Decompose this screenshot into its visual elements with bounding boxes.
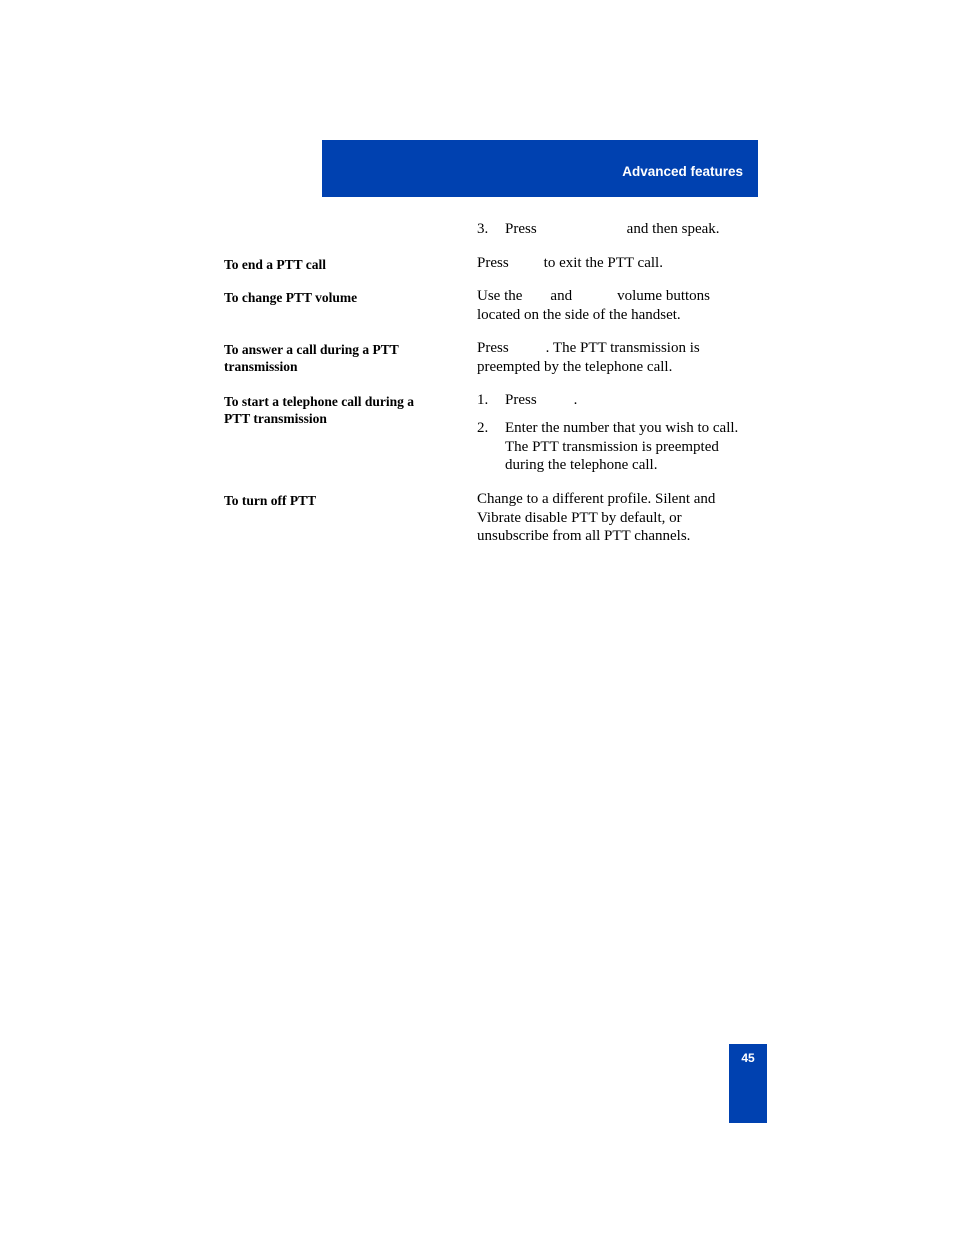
answer-call-label xyxy=(224,341,439,375)
step-text xyxy=(505,419,762,475)
change-volume-line1 xyxy=(477,287,762,306)
turn-off-text xyxy=(477,490,762,546)
turn-off-label: To turn off PTT xyxy=(224,493,317,508)
change-volume-label: To change PTT volume xyxy=(224,290,358,305)
step2-line3: during the telephone call. xyxy=(505,457,658,473)
press-word: Press xyxy=(505,221,537,237)
step-text xyxy=(505,391,762,410)
answer-call-label-line2: transmission xyxy=(224,359,298,374)
step2-line2: The PTT transmission is preempted xyxy=(505,438,719,455)
press-word: Press xyxy=(477,340,509,356)
answer-call-line2: preempted by the telephone call. xyxy=(477,358,673,375)
answer-call-rest: . The PTT transmission is xyxy=(545,340,700,356)
change-volume-text xyxy=(477,287,762,324)
start-call-label-line2: PTT transmission xyxy=(224,411,327,426)
end-call-text xyxy=(477,254,762,273)
change-volume-line2: located on the side of the handset. xyxy=(477,306,681,323)
start-call-label xyxy=(224,393,439,427)
end-call-rest: to exit the PTT call. xyxy=(543,255,663,271)
step-number: 3. xyxy=(477,221,489,237)
step-number: 2. xyxy=(477,420,489,436)
page-number: 45 xyxy=(741,1051,755,1065)
answer-call-text xyxy=(477,339,762,376)
answer-call-label-line1: To answer a call during a PTT xyxy=(224,342,399,357)
use-the-word: Use the xyxy=(477,288,523,304)
turn-off-line2: Vibrate disable PTT by default, or xyxy=(477,509,682,526)
turn-off-line3: unsubscribe from all PTT channels. xyxy=(477,528,691,544)
end-call-label: To end a PTT call xyxy=(224,257,327,272)
and-word: and xyxy=(550,288,573,304)
section-title: Advanced features xyxy=(622,164,743,179)
step-text xyxy=(505,220,762,239)
step2-line1: Enter the number that you wish to call. xyxy=(505,420,739,436)
answer-call-line1 xyxy=(477,339,762,358)
step-number: 1. xyxy=(477,392,489,408)
step-rest: . xyxy=(573,392,578,408)
page-number-tab xyxy=(729,1044,767,1123)
start-call-label-line1: To start a telephone call during a xyxy=(224,394,415,409)
press-word: Press xyxy=(505,392,537,408)
turn-off-line1: Change to a different profile. Silent and xyxy=(477,491,716,507)
section-header-band xyxy=(322,140,758,197)
press-word: Press xyxy=(477,255,509,271)
volume-buttons-text: volume buttons xyxy=(617,288,710,304)
step-rest: and then speak. xyxy=(626,221,720,237)
